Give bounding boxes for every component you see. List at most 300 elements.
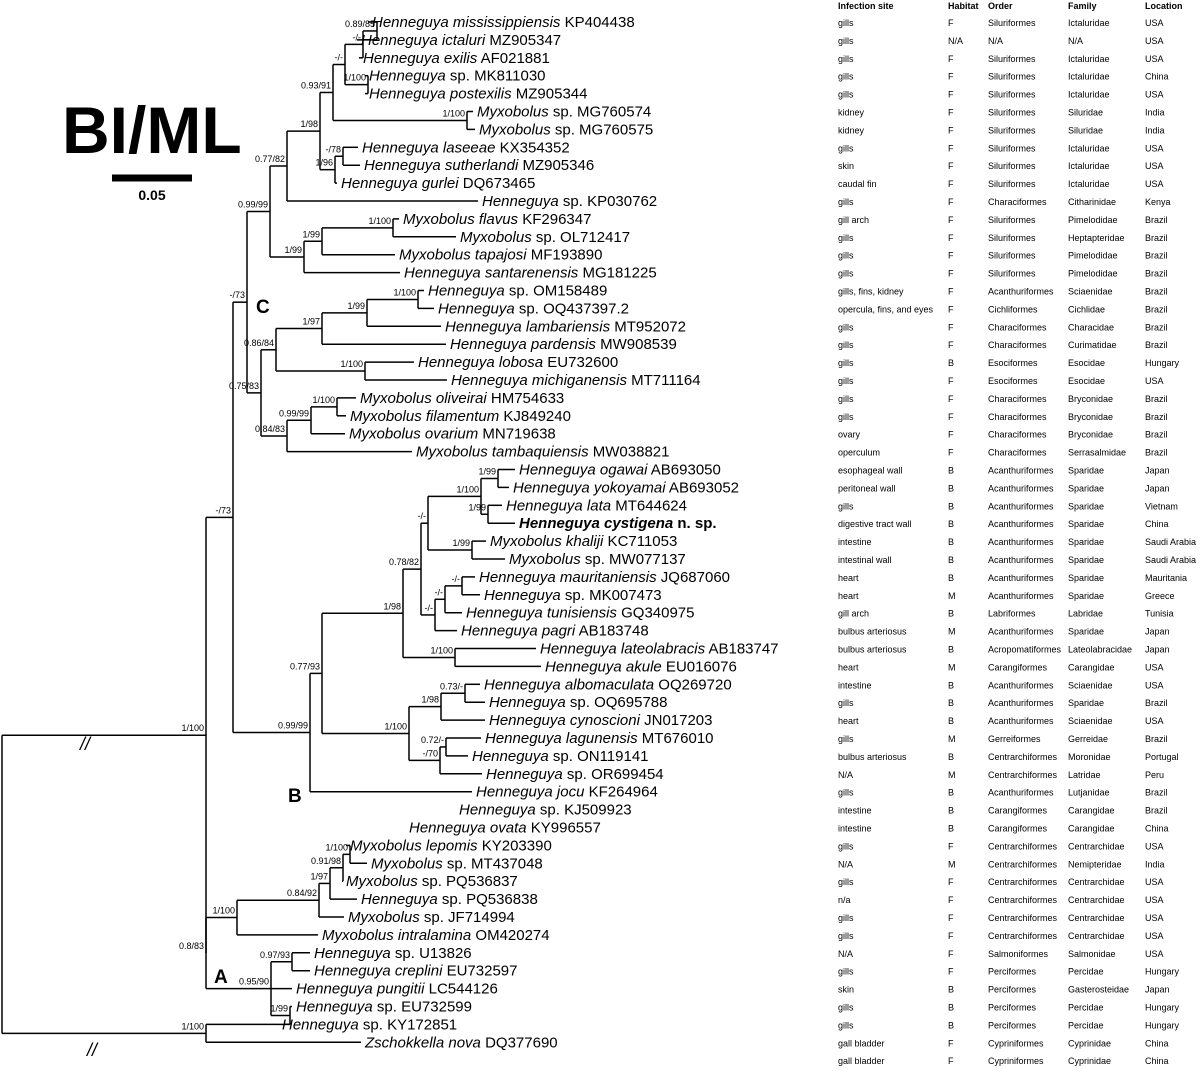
table-cell: gills (838, 877, 854, 888)
table-cell: Centrarchiformes (988, 859, 1058, 870)
taxon-genus: Henneguya santarenensis (404, 264, 579, 282)
taxon-genus: Zschokkella nova (365, 1034, 481, 1052)
taxon-genus: Myxobolus (371, 855, 443, 873)
table-cell: USA (1145, 877, 1164, 888)
table-cell: gills (838, 143, 854, 154)
column-header: Infection site (838, 1, 894, 11)
taxon-label (348, 909, 515, 926)
table-cell: Centrarchiformes (988, 913, 1058, 923)
support-value: 0.77/93 (289, 661, 320, 672)
taxon-genus: Henneguya mauritaniensis (479, 568, 657, 586)
support-value: 1/100 (325, 842, 348, 853)
taxon-genus: Myxobolus khaliji (490, 533, 604, 551)
table-cell: Bryconidae (1068, 393, 1114, 404)
table-cell: Labridae (1068, 608, 1104, 619)
table-cell: USA (1145, 895, 1164, 906)
table-cell: gills (838, 197, 854, 207)
taxon-accession: KF296347 (518, 210, 592, 228)
table-cell: Japan (1145, 465, 1170, 476)
table-cell: Centrarchiformes (988, 751, 1058, 762)
table-cell: USA (1145, 841, 1164, 852)
taxon-label (346, 873, 518, 890)
table-cell: Ictaluridae (1068, 143, 1110, 154)
table-cell: Sciaenidae (1068, 286, 1113, 297)
table-cell: bulbus arteriosus (838, 751, 907, 762)
table-cell: intestine (838, 805, 872, 816)
table-cell: Acanthuriformes (988, 483, 1054, 494)
table-cell: F (948, 161, 954, 172)
table-cell: Pimelodidae (1068, 268, 1118, 279)
table-cell: Siluriformes (988, 232, 1036, 243)
support-value: 0.78/82 (388, 557, 419, 568)
support-value: -/78 (325, 144, 341, 155)
support-value: 1/100 (393, 287, 416, 298)
table-cell: gills (838, 268, 854, 279)
support-value: 0.93/91 (300, 80, 331, 91)
table-cell: digestive tract wall (838, 519, 912, 530)
taxon-genus: Henneguya (484, 586, 561, 604)
taxon-accession: MW038821 (588, 443, 670, 461)
support-value: 0.99/99 (237, 199, 268, 210)
table-cell: bulbus arteriosus (838, 626, 907, 637)
table-cell: F (948, 125, 954, 136)
taxon-accession: MZ905347 (485, 31, 562, 49)
table-cell: Characiformes (988, 340, 1047, 351)
table-cell: gills (838, 1020, 854, 1031)
table-cell: gills (838, 340, 854, 351)
taxon-label (489, 694, 667, 711)
support-value: 1/99 (452, 538, 470, 549)
taxon-genus: Myxobolus tambaquiensis (416, 443, 589, 461)
taxon-genus: Henneguya (486, 765, 563, 783)
taxon-label (482, 193, 657, 210)
taxon-accession: MT676010 (637, 730, 714, 747)
table-cell: n/a (838, 895, 851, 906)
support-value: 1/100 (430, 645, 453, 656)
table-cell: Centrarchidae (1068, 877, 1125, 888)
taxon-genus: Myxobolus (477, 103, 549, 121)
taxon-accession: sp. PQ536838 (437, 891, 538, 909)
table-cell: Sparidae (1068, 483, 1105, 494)
table-cell: F (948, 877, 954, 888)
column-header: Order (988, 1, 1013, 11)
table-cell: M (948, 662, 956, 673)
support-value: 1/100 (343, 72, 366, 83)
table-cell: Vietnam (1145, 501, 1178, 512)
taxon-label (399, 247, 602, 264)
support-value: 1/100 (442, 108, 465, 119)
table-cell: Salmonidae (1068, 948, 1116, 959)
taxon-genus: Myxobolus ovarium (349, 425, 479, 443)
support-value: 0.75/83 (228, 380, 259, 391)
support-value: 1/100 (384, 721, 407, 732)
table-cell: Brazil (1145, 286, 1168, 297)
table-cell: B (948, 787, 955, 798)
table-cell: Percidae (1068, 1020, 1104, 1031)
support-value: 0.73/- (439, 681, 463, 692)
table-cell: heart (838, 572, 859, 583)
table-cell: Siluriformes (988, 268, 1036, 279)
table-cell: F (948, 411, 954, 422)
table-cell: Ictaluridae (1068, 179, 1110, 190)
taxon-label (322, 927, 550, 944)
table-cell: F (948, 1056, 954, 1067)
table-cell: Siluriformes (988, 71, 1036, 82)
branch-break-mark-ingroup: // (80, 734, 91, 754)
taxon-genus: Myxobolus (509, 551, 581, 568)
support-value: 0.77/82 (254, 154, 285, 165)
table-cell: USA (1145, 161, 1164, 172)
table-cell: N/A (1068, 35, 1084, 46)
table-cell: F (948, 913, 954, 923)
taxon-label (363, 50, 550, 67)
taxon-genus: Henneguya yokoyamai (513, 479, 666, 497)
taxon-accession: EU732597 (442, 962, 518, 980)
table-cell: USA (1145, 913, 1164, 923)
support-value: 1/100 (181, 1021, 204, 1032)
table-cell: Heptapteridae (1068, 232, 1125, 243)
taxon-label (476, 784, 658, 801)
table-cell: F (948, 376, 954, 386)
table-cell: Characiformes (988, 393, 1047, 404)
taxon-genus: Henneguya cystigena (519, 515, 674, 533)
taxon-label (361, 891, 538, 908)
taxon-genus: Henneguya ictaluri (361, 31, 486, 49)
taxon-genus: Henneguya ogawai (519, 461, 648, 479)
taxon-label (485, 730, 714, 747)
table-cell: Siluriformes (988, 89, 1036, 100)
taxon-label (349, 426, 556, 443)
taxon-label (540, 641, 779, 658)
taxon-accession: AB693052 (665, 479, 739, 497)
table-cell: intestine (838, 680, 872, 691)
table-cell: Brazil (1145, 214, 1168, 225)
table-cell: N/A (948, 35, 964, 46)
table-cell: Peru (1145, 769, 1165, 780)
table-cell: Acanthuriformes (988, 465, 1054, 476)
table-cell: Carangidae (1068, 805, 1115, 816)
taxon-genus: Henneguya lata (506, 497, 612, 515)
table-cell: N/A (838, 769, 854, 780)
taxon-accession: KY203390 (477, 837, 552, 855)
table-cell: Ictaluridae (1068, 71, 1110, 82)
table-cell: Sparidae (1068, 572, 1105, 583)
table-cell: Brazil (1145, 447, 1168, 458)
table-cell: gills (838, 89, 854, 100)
taxon-genus: Henneguya laseeae (362, 139, 496, 157)
taxon-accession: KF264964 (584, 783, 658, 801)
title-block (62, 93, 242, 203)
table-cell: gills (838, 698, 854, 709)
table-cell: Centrarchiformes (988, 841, 1058, 852)
table-cell: Carangiformes (988, 805, 1048, 816)
taxon-accession: MF193890 (526, 246, 603, 264)
taxon-accession: AB693050 (647, 461, 721, 479)
table-cell: Hungary (1145, 966, 1180, 977)
table-cell: USA (1145, 89, 1164, 100)
support-value: -/- (451, 573, 460, 584)
taxon-label (459, 802, 632, 819)
table-cell: Ictaluridae (1068, 18, 1110, 28)
table-cell: opercula, fins, and eyes (838, 304, 934, 315)
taxon-accession: n. sp. (673, 515, 717, 533)
table-cell: Perciformes (988, 1020, 1037, 1031)
table-cell: M (948, 734, 956, 744)
table-cell: Brazil (1145, 232, 1168, 243)
table-cell: Moronidae (1068, 751, 1111, 762)
taxon-label (438, 300, 629, 317)
table-cell: Sparidae (1068, 465, 1105, 476)
taxon-label (450, 336, 677, 353)
table-cell: Brazil (1145, 787, 1168, 798)
taxon-genus: Henneguya (438, 300, 515, 318)
taxon-accession: sp. ON119141 (548, 747, 649, 765)
taxon-accession: KJ849240 (499, 407, 571, 425)
table-cell: Siluriformes (988, 107, 1036, 118)
taxon-genus: Henneguya (428, 282, 505, 300)
table-cell: Japan (1145, 644, 1170, 655)
support-value: 1/100 (456, 484, 479, 495)
table-cell: gills (838, 35, 854, 46)
taxon-genus: Henneguya (361, 891, 438, 909)
table-cell: gills (838, 376, 854, 386)
taxon-label (372, 14, 635, 31)
taxon-genus: Myxobolus (460, 228, 532, 246)
table-cell: Ictaluridae (1068, 161, 1110, 172)
taxon-accession: AF021881 (477, 49, 550, 67)
taxon-accession: sp. KP030762 (558, 193, 658, 210)
table-cell: Latridae (1068, 769, 1101, 780)
table-cell: B (948, 465, 955, 476)
taxon-label (506, 497, 687, 514)
taxon-accession: sp. MK811030 (445, 67, 546, 85)
table-cell: F (948, 71, 954, 82)
table-cell: gills (838, 501, 854, 512)
table-cell: gills (838, 930, 854, 941)
table-cell: kidney (838, 107, 865, 118)
table-cell: China (1145, 1056, 1169, 1067)
taxon-genus: Myxobolus filamentum (350, 407, 500, 425)
table-cell: Bryconidae (1068, 411, 1114, 422)
taxon-accession: sp. JF714994 (419, 909, 515, 926)
support-value: 0.97/93 (259, 949, 290, 960)
table-cell: gall bladder (838, 1056, 885, 1067)
branch-break-mark-outgroup: // (87, 1040, 98, 1060)
table-cell: F (948, 841, 954, 852)
table-cell: China (1145, 71, 1169, 82)
table-cell: gills (838, 358, 854, 369)
table-cell: Gerreiformes (988, 734, 1041, 744)
taxon-genus: Myxobolus intralamina (322, 926, 472, 944)
taxon-label (360, 390, 564, 407)
table-cell: Carangiformes (988, 823, 1048, 834)
taxon-genus: Henneguya tunisiensis (466, 604, 617, 622)
taxon-genus: Henneguya pungitii (296, 980, 425, 998)
table-cell: gills (838, 734, 854, 744)
table-cell: Characiformes (988, 429, 1047, 440)
taxon-genus: Myxobolus (346, 873, 418, 891)
table-cell: Acropomatiformes (988, 644, 1062, 655)
table-cell: B (948, 358, 955, 369)
support-value: 1/98 (421, 694, 439, 705)
table-cell: B (948, 1020, 955, 1031)
table-cell: Carangiformes (988, 662, 1048, 673)
table-cell: F (948, 447, 954, 458)
table-cell: B (948, 680, 955, 691)
table-cell: kidney (838, 125, 865, 136)
column-header: Habitat (948, 1, 979, 11)
table-cell: Brazil (1145, 734, 1168, 744)
table-cell: gall bladder (838, 1038, 885, 1049)
taxon-label (362, 139, 570, 156)
table-cell: Acanthuriformes (988, 698, 1054, 709)
taxon-label (282, 1016, 457, 1033)
table-cell: gills (838, 1002, 854, 1013)
taxon-label (369, 68, 546, 85)
taxon-labels (282, 14, 779, 1051)
table-cell: gills (838, 250, 854, 261)
table-cell: Cichlidae (1068, 304, 1106, 315)
table-cell: Gasterosteidae (1068, 984, 1130, 995)
taxon-genus: Henneguya sutherlandi (364, 157, 519, 175)
table-cell: F (948, 286, 954, 297)
support-value: 1/99 (478, 466, 496, 477)
table-cell: esophageal wall (838, 465, 903, 476)
column-header: Family (1068, 1, 1097, 11)
support-value: 1/98 (383, 601, 401, 612)
taxon-accession: sp. MW077137 (580, 551, 686, 568)
table-cell: Characidae (1068, 322, 1115, 333)
table-cell: gills (838, 966, 854, 977)
taxon-label (403, 211, 591, 228)
table-cell: F (948, 1038, 954, 1049)
table-cell: Acanthuriformes (988, 590, 1054, 601)
table-cell: Brazil (1145, 322, 1168, 333)
table-cell: caudal fin (838, 179, 877, 190)
taxon-accession: MN719638 (478, 425, 556, 443)
taxon-genus: Henneguya cynoscioni (489, 712, 640, 730)
table-cell: B (948, 984, 955, 995)
taxon-label (484, 676, 732, 693)
taxon-genus: Myxobolus (479, 121, 551, 139)
taxon-accession: MZ905344 (511, 85, 588, 103)
table-cell: Mauritania (1145, 572, 1188, 583)
taxon-label (418, 354, 618, 371)
table-cell: operculum (838, 447, 881, 458)
table-cell: B (948, 555, 955, 565)
table-cell: Curimatidae (1068, 340, 1117, 351)
table-cell: F (948, 89, 954, 100)
taxon-label (445, 318, 686, 335)
taxon-label (364, 1034, 558, 1051)
taxon-genus: Henneguya (489, 694, 566, 712)
table-cell: Cypriniformes (988, 1038, 1044, 1049)
table-cell: Acanthuriformes (988, 555, 1054, 565)
table-cell: Cyprinidae (1068, 1056, 1112, 1067)
taxon-genus: Henneguya mississippiensis (372, 14, 561, 31)
table-cell: Perciformes (988, 966, 1037, 977)
taxon-accession: sp. OR699454 (562, 765, 664, 783)
table-cell: China (1145, 823, 1169, 834)
table-cell: N/A (988, 35, 1004, 46)
taxon-label (341, 175, 535, 192)
table-cell: Brazil (1145, 429, 1168, 440)
support-value: 0.72/- (420, 734, 444, 745)
support-value: -/- (424, 602, 433, 613)
table-cell: F (948, 322, 954, 333)
taxon-label (314, 945, 472, 962)
table-cell: B (948, 608, 955, 619)
taxon-label (489, 712, 713, 729)
taxon-label (451, 372, 701, 389)
taxon-label (545, 658, 737, 675)
table-cell: China (1145, 519, 1169, 530)
table-cell: Percidae (1068, 966, 1104, 977)
table-cell: F (948, 107, 954, 118)
taxon-accession: LC544126 (424, 980, 498, 998)
table-cell: Saudi Arabia (1145, 537, 1197, 548)
table-cell: Carangidae (1068, 823, 1115, 834)
table-cell: gills (838, 393, 854, 404)
taxon-genus: Henneguya lobosa (418, 354, 544, 372)
support-value: 1/99 (468, 502, 486, 513)
table-cell: B (948, 501, 955, 512)
taxon-genus: Henneguya postexilis (369, 85, 512, 103)
table-cell: USA (1145, 662, 1164, 673)
table-cell: USA (1145, 53, 1164, 64)
support-value: 0.91/98 (310, 855, 341, 866)
support-value: 1/96 (315, 157, 333, 168)
support-value: 1/99 (284, 244, 302, 255)
support-value: -/- (434, 587, 443, 598)
table-cell: Cichliformes (988, 304, 1038, 315)
table-cell: B (948, 483, 955, 494)
taxon-label (409, 820, 601, 837)
support-value: 1/98 (300, 119, 318, 130)
table-cell: gills (838, 18, 854, 28)
table-cell: Brazil (1145, 250, 1168, 261)
tree-title: BI/ML (62, 93, 242, 167)
table-cell: F (948, 214, 954, 225)
table-cell: Sparidae (1068, 537, 1105, 548)
table-cell: Siluriformes (988, 179, 1036, 190)
table-cell: Siluriformes (988, 143, 1036, 154)
table-cell: M (948, 859, 956, 870)
taxon-label (361, 32, 561, 49)
table-cell: Japan (1145, 984, 1170, 995)
table-cell: Labriformes (988, 608, 1036, 619)
table-cell: B (948, 751, 955, 762)
support-value: 1/99 (347, 300, 365, 311)
table-cell: Characiformes (988, 197, 1047, 207)
taxon-genus: Henneguya (296, 998, 373, 1016)
table-cell: Brazil (1145, 805, 1168, 816)
scale-bar-label: 0.05 (138, 187, 166, 203)
taxon-label (364, 157, 594, 174)
table-cell: Brazil (1145, 698, 1168, 709)
table-cell: Sparidae (1068, 519, 1105, 530)
table-cell: USA (1145, 930, 1164, 941)
taxon-label (484, 587, 662, 604)
table-cell: gills (838, 322, 854, 333)
taxon-accession: sp. OQ695788 (565, 694, 668, 712)
table-cell: Siluriformes (988, 250, 1036, 261)
support-value: 0.86/84 (243, 337, 274, 348)
taxon-accession: sp. OM158489 (504, 282, 608, 300)
taxon-genus: Henneguya akule (545, 658, 662, 676)
taxon-label (477, 104, 651, 121)
table-cell: Characiformes (988, 411, 1047, 422)
